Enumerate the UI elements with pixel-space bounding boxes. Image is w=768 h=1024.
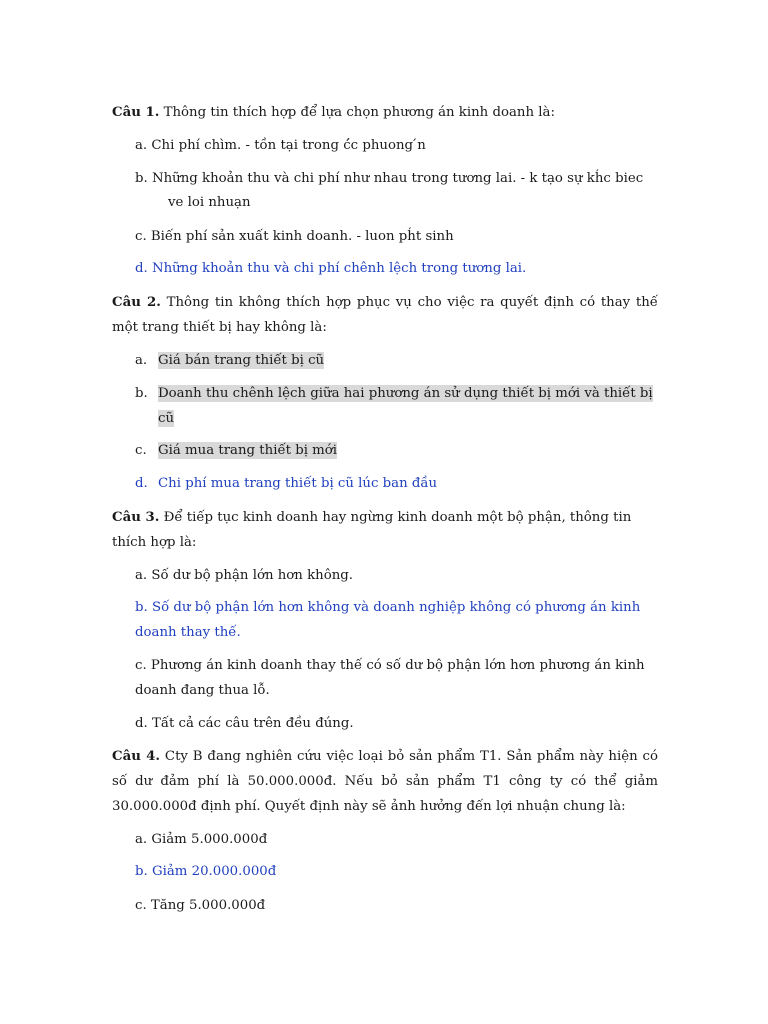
question-3-label: Câu 3.	[112, 510, 160, 525]
q2-option-c: Giá mua trang thiết bị mới	[158, 443, 338, 458]
question-1-text: Thông tin thích hợp để lựa chọn phương án kinh doanh là:	[159, 105, 555, 120]
q3-option-b-line1-answer: b. Số dư bộ phận lớn hơn không và doanh nghiệp không có phương án kinh	[135, 600, 641, 615]
q2-option-b-line1: Doanh thu chênh lệch giữa hai phương án sử dụng thiết bị mới và thiết bị	[158, 386, 653, 401]
q3-option-c-line2: doanh đang thua lỗ.	[135, 683, 270, 698]
q3-option-b-line2-answer: doanh thay thế.	[135, 625, 241, 640]
question-1-label: Câu 1.	[112, 105, 160, 120]
q3-option-d: d. Tất cả các câu trên đều đúng.	[135, 716, 354, 731]
question-2-line1	[112, 294, 658, 312]
question-4-line2: số dư đảm phí là 50.000.000đ. Nếu bỏ sản phẩm T1 công ty có thể giảm	[112, 774, 658, 789]
q1-option-b-line2: ve loi nhuạn	[168, 195, 251, 210]
q1-option-c: c. Biến phí sản xuất kinh doanh. - luon ph́t sinh	[135, 229, 454, 244]
question-1	[112, 104, 555, 122]
question-3-line1	[112, 509, 631, 527]
q2-option-b-line2: cũ	[158, 411, 175, 426]
q1-option-d-answer: d. Những khoản thu và chi phí chênh lệch trong tương lai.	[135, 261, 527, 276]
q2-option-d-answer: Chi phí mua trang thiết bị cũ lúc ban đầu	[158, 476, 438, 491]
question-4-line3: 30.000.000đ định phí. Quyết định này sẽ ảnh hưởng đến lợi nhuận chung là:	[112, 799, 626, 814]
q2-option-c-marker: c.	[135, 443, 147, 458]
q2-option-d-marker: d.	[135, 476, 148, 491]
q1-option-b-line1: b. Những khoản thu và chi phí như nhau trong tương lai. - k tạo sự kh́c biec	[135, 171, 644, 186]
question-4-label: Câu 4.	[112, 749, 161, 764]
question-4-text: Cty B đang nghiên cứu việc loại bỏ sản phẩm T1. Sản phẩm này hiện có	[160, 749, 658, 764]
q4-option-c: c. Tăng 5.000.000đ	[135, 898, 266, 913]
question-4-line1	[112, 748, 658, 766]
q4-option-b-answer: b. Giảm 20.000.000đ	[135, 864, 277, 879]
q1-option-a: a. Chi phí chìm. - tồn tại trong ć́c phuong ́n	[135, 138, 426, 153]
question-2-line2: một trang thiết bị hay không là:	[112, 320, 327, 335]
question-3-text: Để tiếp tục kinh doanh hay ngừng kinh doanh một bộ phận, thông tin	[159, 510, 632, 525]
q4-option-a: a. Giảm 5.000.000đ	[135, 832, 268, 847]
q2-option-a: Giá bán trang thiết bị cũ	[158, 353, 325, 368]
q2-option-a-marker: a.	[135, 353, 148, 368]
q3-option-c-line1: c. Phương án kinh doanh thay thế có số dư bộ phận lớn hơn phương án kinh	[135, 658, 645, 673]
q2-option-b-marker: b.	[135, 386, 148, 401]
question-2-label: Câu 2.	[112, 295, 161, 310]
question-2-text: Thông tin không thích hợp phục vụ cho việc ra quyết định có thay thế	[160, 295, 658, 310]
question-3-line2: thích hợp là:	[112, 535, 197, 550]
q3-option-a: a. Số dư bộ phận lớn hơn không.	[135, 568, 354, 583]
